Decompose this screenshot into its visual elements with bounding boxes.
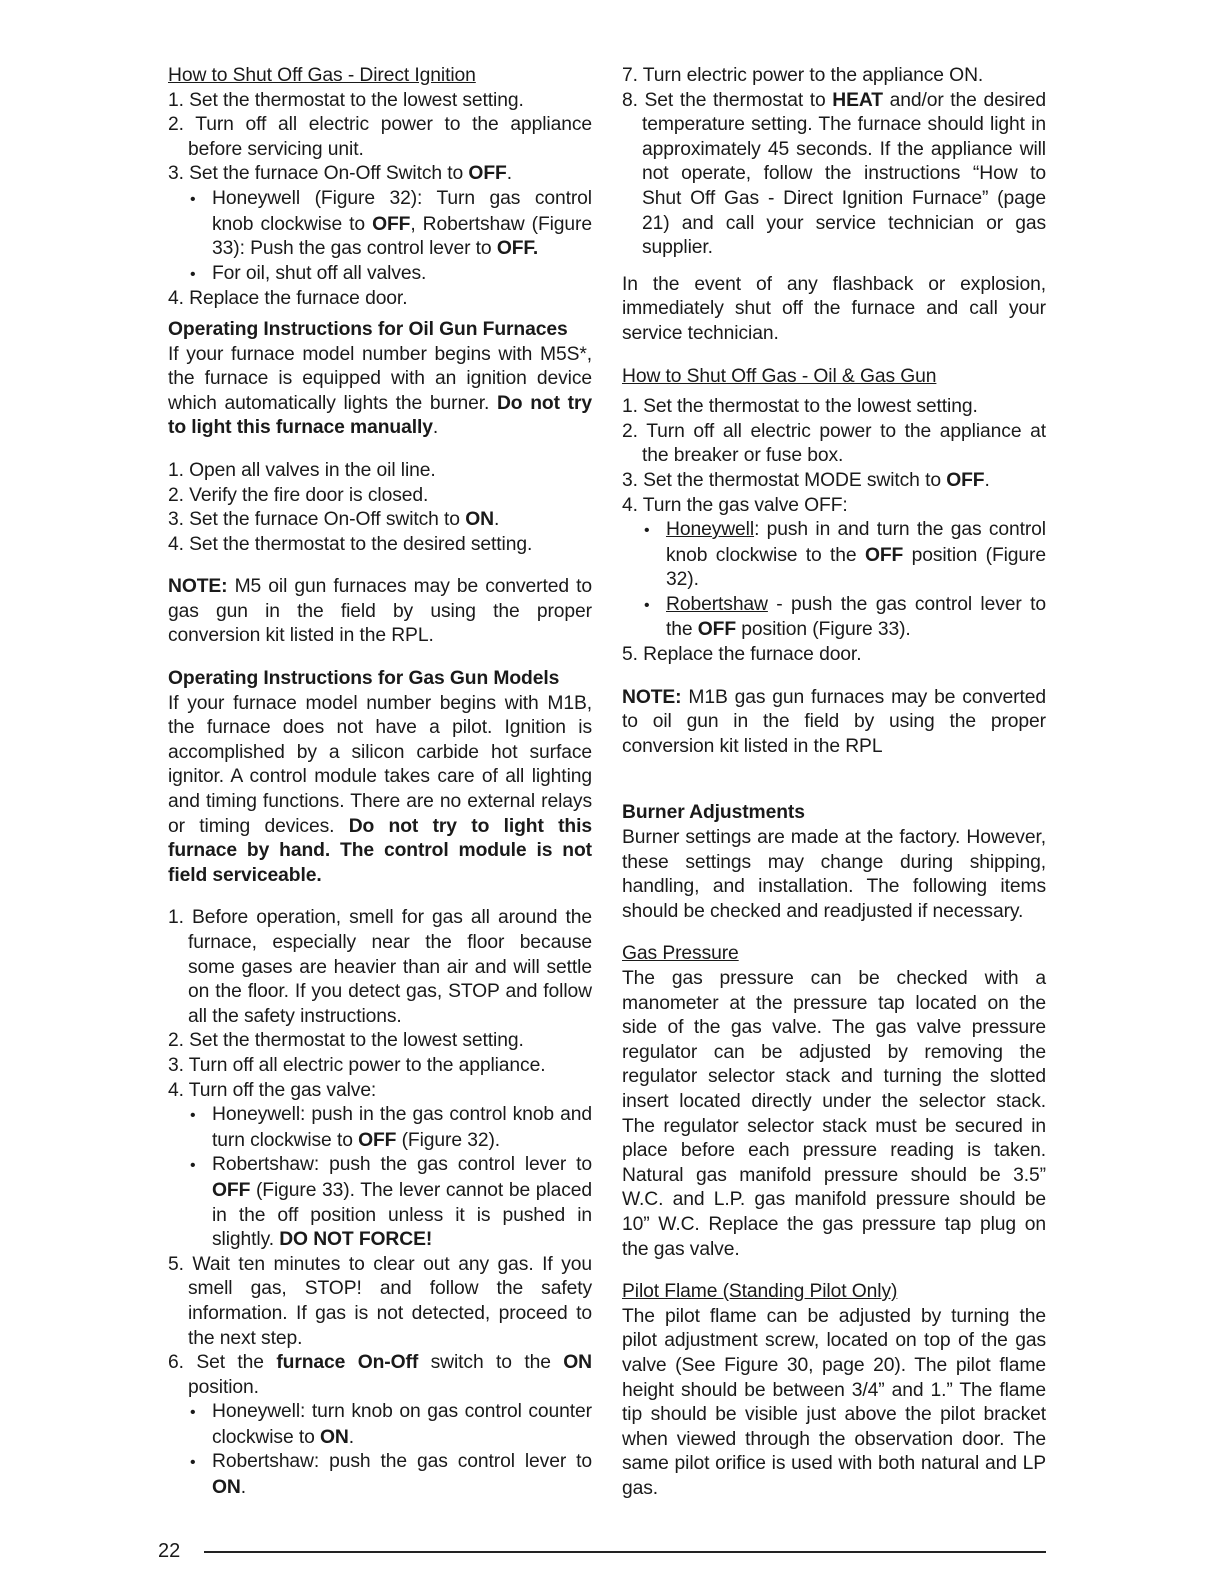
list-item: 4. Replace the furnace door.: [168, 288, 408, 310]
page-number: 22: [158, 1540, 181, 1562]
section-title-direct-ignition: How to Shut Off Gas - Direct Ignition: [168, 65, 476, 86]
list-item: 3. Set the thermostat MODE switch to OFF.: [622, 469, 990, 491]
paragraph: The gas pressure can be checked with a manometer at the pressure tap located on the side of the gas valve. The gas valve pressure regulator can be adjusted by removing the regulator selector stack and turning the slotted insert located directly under the selector stack. The regulator selector stack must be secured in place before each pressure reading is taken. Natural gas manifold pressure should be 3.5” W.C. and L.P. gas manifold pressure should be 10” W.C. Replace the gas pressure tap plug on the gas valve.: [622, 968, 1046, 1260]
list-item: 7. Turn electric power to the appliance ON.: [622, 65, 984, 86]
section-title-oil-gas-gun: How to Shut Off Gas - Oil & Gas Gun: [622, 365, 937, 387]
bullet-item: • Honeywell (Figure 32): Turn gas control knob clockwise to OFF, Robertshaw (Figure 33): Push the gas control lever to OFF.: [168, 187, 592, 262]
bullet-item: • Honeywell: push in the gas control knob and turn clockwise to OFF (Figure 32).: [168, 1103, 592, 1153]
section-title-gas-pressure: Gas Pressure: [622, 943, 739, 965]
list-item: 8. Set the thermostat to HEAT and/or the desired temperature setting. The furnace should light in approximately 45 seconds. If the appliance will not operate, follow the instructions “How to Shut Off Gas - Direct Ignition Furnace” (page 21) and call your service technician or gas supplier.: [622, 89, 1046, 259]
note: NOTE: M1B gas gun furnaces may be converted to oil gun in the field by using the proper conversion kit listed in the RPL: [622, 686, 1046, 757]
list-item: 2. Turn off all electric power to the appliance at the breaker or fuse box.: [622, 420, 1046, 467]
list-item: 3. Set the furnace On-Off switch to ON.: [168, 509, 500, 531]
bullet-item: • Robertshaw: push the gas control lever to ON.: [168, 1450, 592, 1500]
list-item: 3. Turn off all electric power to the appliance.: [168, 1054, 546, 1076]
heading-gas-gun: Operating Instructions for Gas Gun Models: [168, 668, 560, 690]
section-title-pilot-flame: Pilot Flame (Standing Pilot Only): [622, 1281, 898, 1303]
list-item: 4. Turn off the gas valve:: [168, 1079, 377, 1101]
list-item: 6. Set the furnace On-Off switch to the ON position.: [168, 1352, 592, 1398]
bullet-item: • Honeywell: push in and turn the gas control knob clockwise to the OFF position (Figure 32).: [622, 518, 1046, 593]
list-item: 1. Set the thermostat to the lowest setting.: [622, 396, 978, 418]
bullet-item: • Robertshaw - push the gas control lever to the OFF position (Figure 33).: [622, 593, 1046, 643]
list-item: 4. Turn the gas valve OFF:: [622, 494, 848, 516]
paragraph: Burner settings are made at the factory. However, these settings may change during shipping, handling, and installation. The following items should be checked and readjusted if necessary.: [622, 827, 1046, 922]
bullet-item: • Honeywell: turn knob on gas control counter clockwise to ON.: [168, 1400, 592, 1450]
list-item: 4. Set the thermostat to the desired setting.: [168, 533, 533, 555]
paragraph: If your furnace model number begins with M1B, the furnace does not have a pilot. Ignition is accomplished by a silicon carbide hot surface ignitor. A control module takes care of all lighting and timing functions. There are no external relays or timing devices. Do not try to light this furnace by hand. The control module is not field serviceable.: [168, 692, 592, 886]
right-column: [622, 64, 1046, 1501]
paragraph: The pilot flame can be adjusted by turning the pilot adjustment screw, located on top of the gas valve (See Figure 30, page 20). The pilot flame height should be between 3/4” and 1.” The flame tip should be visible just above the pilot bracket when viewed through the observation door. The same pilot orifice is used with both natural and LP gas.: [622, 1305, 1046, 1499]
heading-oil-gun: Operating Instructions for Oil Gun Furnaces: [168, 318, 568, 340]
note: NOTE: M5 oil gun furnaces may be converted to gas gun in the field by using the proper conversion kit listed in the RPL.: [168, 576, 592, 647]
heading-burner-adjustments: Burner Adjustments: [622, 802, 805, 824]
list-item: 1. Open all valves in the oil line.: [168, 459, 436, 481]
list-item: 5. Wait ten minutes to clear out any gas. If you smell gas, STOP! and follow the safety information. If gas is not detected, proceed to the next step.: [168, 1253, 592, 1349]
list-item: 1. Before operation, smell for gas all around the furnace, especially near the floor because some gases are heavier than air and will settle on the floor. If you detect gas, STOP and follow all the safety instructions.: [168, 907, 592, 1027]
list-item: 3. Set the furnace On-Off Switch to OFF.: [168, 163, 512, 185]
list-item: 2. Turn off all electric power to the appliance before servicing unit.: [168, 114, 592, 160]
footer-rule: [204, 1551, 1046, 1553]
paragraph: If your furnace model number begins with M5S*, the furnace is equipped with an ignition device which automatically lights the burner. Do not try to light this furnace manually.: [168, 343, 592, 439]
list-item: 1. Set the thermostat to the lowest setting.: [168, 89, 524, 111]
list-item: 2. Verify the fire door is closed.: [168, 484, 429, 506]
list-item: 5. Replace the furnace door.: [622, 644, 862, 666]
bullet-item: • For oil, shut off all valves.: [168, 262, 592, 288]
left-column: [168, 64, 592, 1501]
paragraph: In the event of any flashback or explosion, immediately shut off the furnace and call your service technician.: [622, 273, 1046, 344]
list-item: 2. Set the thermostat to the lowest setting.: [168, 1030, 524, 1052]
bullet-item: • Robertshaw: push the gas control lever to OFF (Figure 33). The lever cannot be placed in the off position unless it is pushed in slightly. DO NOT FORCE!: [168, 1153, 592, 1252]
